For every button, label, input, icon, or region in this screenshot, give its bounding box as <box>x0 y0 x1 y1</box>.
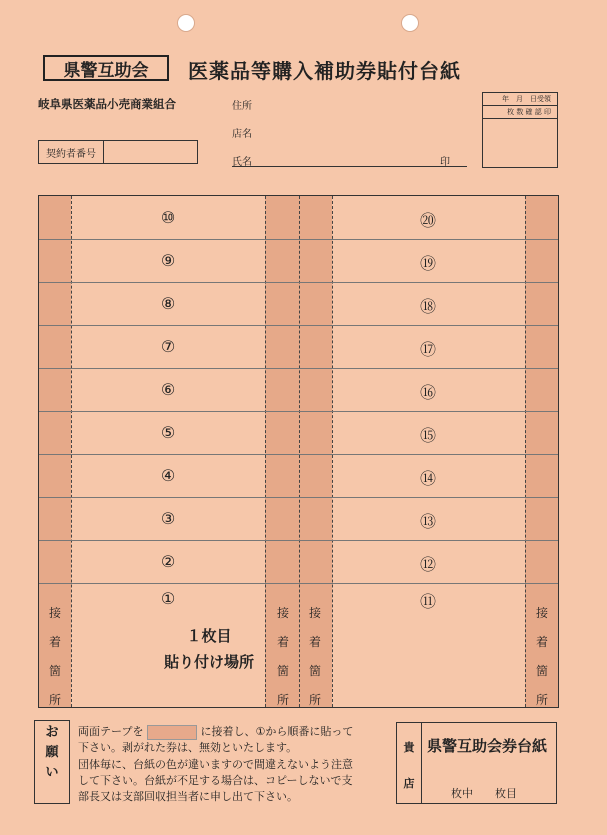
notice-label-char: お <box>45 725 59 740</box>
org-badge: 県警互助会 <box>43 55 169 81</box>
store-side-label <box>397 723 422 803</box>
adhesive-char: 箇 <box>276 664 289 678</box>
first-slot-label: １枚目 <box>186 627 232 645</box>
sheet-count-text: 枚中 枚目 <box>451 787 517 800</box>
adhesive-char: 箇 <box>48 664 61 678</box>
punch-hole-left <box>177 14 195 32</box>
store-counter-box <box>396 722 557 804</box>
receipt-stamp-box <box>482 92 558 168</box>
notice-line: して下さい。台紙が不足する場合は、コピーしないで支 <box>78 773 353 787</box>
slot-number: ③ <box>160 509 176 528</box>
punch-hole-right <box>401 14 419 32</box>
store-side-char: 店 <box>403 777 415 790</box>
row-divider <box>39 325 558 326</box>
slot-number: ① <box>160 589 176 608</box>
store-label: 店名 <box>232 129 252 140</box>
form-title: 医薬品等購入補助券貼付台紙 <box>188 59 461 83</box>
cut-line <box>332 196 333 707</box>
notice-label-char: 願 <box>45 745 59 760</box>
notice-line: 両面テープを <box>78 725 144 738</box>
adhesive-char: 接 <box>308 606 321 620</box>
slot-number: ⑤ <box>160 423 176 442</box>
name-label: 氏名 <box>232 157 252 168</box>
cut-line <box>71 196 72 707</box>
adhesive-label <box>305 599 325 715</box>
slot-number: ⑰ <box>419 340 436 359</box>
adhesive-char: 接 <box>276 606 289 620</box>
slot-number: ② <box>160 552 176 571</box>
notice-line: に接着し、①から順番に貼って <box>200 725 354 738</box>
slot-number: ⑯ <box>419 383 436 402</box>
row-divider <box>39 282 558 283</box>
tape-swatch <box>147 725 197 740</box>
slot-number: ⑲ <box>419 254 436 273</box>
adhesive-char: 所 <box>48 693 61 707</box>
adhesive-char: 箇 <box>535 664 548 678</box>
contract-number-field[interactable] <box>38 140 198 164</box>
first-slot-caption: 貼り付け場所 <box>163 653 254 671</box>
adhesive-char: 接 <box>535 606 548 620</box>
slot-number: ⑨ <box>160 251 176 270</box>
coupon-grid <box>38 195 559 708</box>
slot-number: ⑳ <box>419 211 436 230</box>
notice-label-char: い <box>45 765 59 780</box>
adhesive-char: 着 <box>276 635 289 649</box>
cut-line <box>525 196 526 707</box>
row-divider <box>39 540 558 541</box>
row-divider <box>39 411 558 412</box>
slot-number: ⑱ <box>419 297 436 316</box>
adhesive-char: 着 <box>48 635 61 649</box>
row-divider <box>39 368 558 369</box>
notice-line: 部長又は支部回収担当者に申し出て下さい。 <box>78 790 298 804</box>
adhesive-char: 所 <box>308 693 321 707</box>
slot-number: ⑧ <box>160 294 176 313</box>
notice-text <box>78 724 388 805</box>
slot-number: ⑮ <box>419 426 436 445</box>
slot-number: ⑦ <box>160 337 176 356</box>
notice-line: 下さい。剥がれた券は、無効といたします。 <box>78 741 298 755</box>
row-divider <box>39 583 558 584</box>
receipt-count-row: 枚 数 確 認 印 <box>483 106 557 119</box>
slot-number: ④ <box>160 466 176 485</box>
name-underline <box>232 166 467 167</box>
contract-number-label: 契約者番号 <box>39 141 104 163</box>
receipt-date-row: 年 月 日受領 <box>483 93 557 106</box>
adhesive-label <box>45 599 65 715</box>
counter-title: 県警互助会券台紙 <box>427 737 548 755</box>
cut-line <box>299 196 300 707</box>
adhesive-label <box>532 599 552 715</box>
adhesive-char: 着 <box>308 635 321 649</box>
slot-number: ⑩ <box>160 208 176 227</box>
adhesive-char: 接 <box>48 606 61 620</box>
store-side-char: 貴 <box>403 741 415 754</box>
row-divider <box>39 239 558 240</box>
adhesive-char: 箇 <box>308 664 321 678</box>
seal-label: 印 <box>440 157 450 168</box>
slot-number: ⑬ <box>419 512 436 531</box>
slot-number: ⑭ <box>419 469 436 488</box>
adhesive-char: 所 <box>276 693 289 707</box>
notice-line: 団体毎に、台紙の色が違いますので間違えないよう注意 <box>78 757 353 771</box>
address-label: 住所 <box>232 101 252 112</box>
row-divider <box>39 497 558 498</box>
adhesive-char: 着 <box>535 635 548 649</box>
adhesive-char: 所 <box>535 693 548 707</box>
slot-number: ⑪ <box>419 592 436 611</box>
slot-number: ⑥ <box>160 380 176 399</box>
notice-label <box>34 720 70 804</box>
slot-number: ⑫ <box>419 555 436 574</box>
association-name: 岐阜県医薬品小売商業組合 <box>38 97 176 111</box>
row-divider <box>39 454 558 455</box>
